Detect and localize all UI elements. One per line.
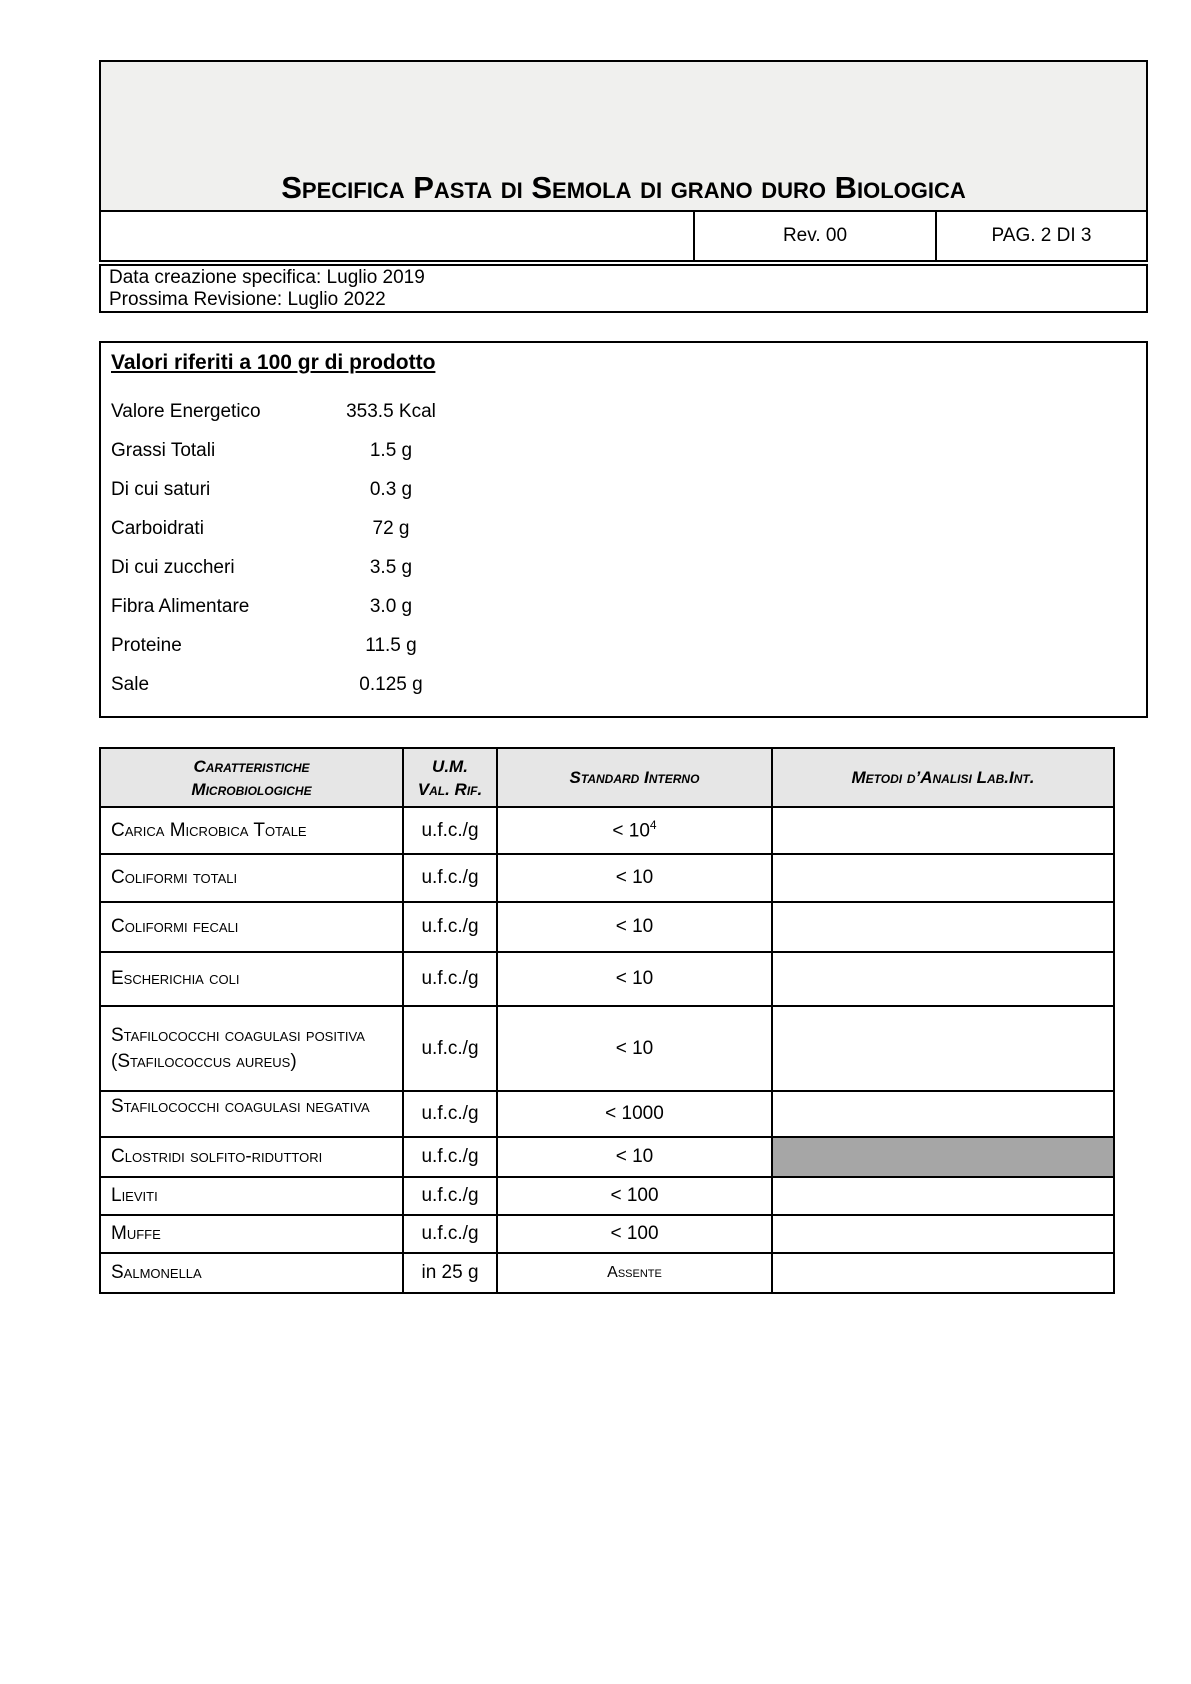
micro-table-row [100, 1215, 1114, 1253]
characteristic-name: Stafilococchi coagulasi positiva (Stafilococcus aureus) [100, 1006, 403, 1091]
internal-standard-value: < 10 [497, 1137, 772, 1177]
internal-standard-value: < 100 [497, 1177, 772, 1215]
micro-table-row [100, 902, 1114, 952]
nutrient-value: 11.5 g [365, 634, 417, 656]
nutrient-label: Di cui saturi [111, 478, 211, 500]
document-title: Specifica Pasta di Semola di grano duro Biologica [281, 170, 966, 205]
unit-of-measure: u.f.c./g [403, 1006, 497, 1091]
characteristic-name: Clostridi solfito-riduttori [100, 1137, 403, 1177]
unit-of-measure: u.f.c./g [403, 854, 497, 902]
characteristic-name: Muffe [100, 1215, 403, 1253]
characteristic-name: Lieviti [100, 1177, 403, 1215]
micro-table-row [100, 854, 1114, 902]
revision-label: Rev. 00 [695, 212, 937, 260]
internal-standard-value: < 1000 [497, 1091, 772, 1137]
next-revision-line: Prossima Revisione: Luglio 2022 [109, 289, 386, 310]
nutrition-row [111, 665, 1146, 704]
nutrient-value: 3.5 g [369, 556, 413, 578]
internal-standard-value: < 10 [497, 1006, 772, 1091]
dates-box [99, 264, 1148, 313]
nutrient-label: Di cui zuccheri [111, 556, 235, 578]
analysis-method-cell [772, 952, 1114, 1006]
analysis-method-cell [772, 1006, 1114, 1091]
unit-of-measure: u.f.c./g [403, 1091, 497, 1137]
micro-table-body [100, 807, 1114, 1293]
internal-standard-value: < $10^4$ [497, 807, 772, 854]
micro-table-row [100, 807, 1114, 854]
analysis-method-cell [772, 1215, 1114, 1253]
nutrient-label: Valore Energetico [111, 400, 261, 422]
analysis-method-cell [772, 1091, 1114, 1137]
micro-table-row [100, 1253, 1114, 1293]
nutrient-label: Carboidrati [111, 517, 204, 539]
internal-standard-value: < 10 [497, 854, 772, 902]
unit-of-measure: u.f.c./g [403, 952, 497, 1006]
nutrition-row [111, 431, 1146, 470]
analysis-method-cell [772, 1253, 1114, 1293]
characteristic-name: Stafilococchi coagulasi negativa [100, 1091, 403, 1137]
nutrition-row [111, 587, 1146, 626]
micro-table-row [100, 1137, 1114, 1177]
nutrient-label: Sale [111, 673, 150, 695]
characteristic-name: Escherichia coli [100, 952, 403, 1006]
internal-standard-value: < 10 [497, 902, 772, 952]
nutrient-value: 1.5 g [369, 439, 413, 461]
revision-row-empty-cell [101, 212, 695, 260]
analysis-method-cell [772, 807, 1114, 854]
nutrition-row [111, 548, 1146, 587]
unit-of-measure: u.f.c./g [403, 1177, 497, 1215]
micro-column-header: U.M. Val. Rif. [403, 748, 497, 807]
micro-table-row [100, 952, 1114, 1006]
internal-standard-value: < 10 [497, 952, 772, 1006]
nutrition-heading: Valori riferiti a 100 gr di prodotto [111, 351, 436, 374]
page-number-label: PAG. 2 DI 3 [991, 225, 1092, 246]
nutrition-row [111, 470, 1146, 509]
creation-date-line: Data creazione specifica: Luglio 2019 [109, 267, 425, 288]
analysis-method-cell [772, 902, 1114, 952]
nutrient-value: 0.125 g [359, 673, 423, 695]
unit-of-measure: u.f.c./g [403, 902, 497, 952]
nutrient-label: Fibra Alimentare [111, 595, 250, 617]
title-cell [101, 62, 1146, 212]
unit-of-measure: u.f.c./g [403, 1215, 497, 1253]
micro-table-row [100, 1177, 1114, 1215]
revision-row [101, 212, 1146, 260]
document-header [99, 60, 1148, 262]
nutrient-value: 0.3 g [369, 478, 413, 500]
nutrient-value: 72 g [372, 517, 410, 539]
micro-column-header: Metodi d’Analisi Lab.Int. [772, 748, 1114, 807]
unit-of-measure: in 25 g [403, 1253, 497, 1293]
nutrient-label: Grassi Totali [111, 439, 216, 461]
internal-standard-value: Assente [497, 1253, 772, 1293]
internal-standard-value: < 100 [497, 1215, 772, 1253]
nutrient-value: 3.0 g [369, 595, 413, 617]
characteristic-name: Salmonella [100, 1253, 403, 1293]
nutrition-rows [111, 392, 1146, 704]
nutrient-label: Proteine [111, 634, 182, 656]
microbiological-table [99, 747, 1115, 1294]
unit-of-measure: u.f.c./g [403, 807, 497, 854]
characteristic-name: Carica Microbica Totale [100, 807, 403, 854]
nutrient-value: 353.5 Kcal [346, 400, 436, 422]
characteristic-name: Coliformi fecali [100, 902, 403, 952]
unit-of-measure: u.f.c./g [403, 1137, 497, 1177]
micro-table-row [100, 1091, 1114, 1137]
analysis-method-cell [772, 1137, 1114, 1177]
analysis-method-cell [772, 1177, 1114, 1215]
micro-column-header: Caratteristiche Microbiologiche [100, 748, 403, 807]
nutrition-row [111, 626, 1146, 665]
micro-column-header: Standard Interno [497, 748, 772, 807]
micro-table-row [100, 1006, 1114, 1091]
analysis-method-cell [772, 854, 1114, 902]
characteristic-name: Coliformi totali [100, 854, 403, 902]
nutrition-values-box [99, 341, 1148, 718]
micro-header-row [100, 748, 1114, 807]
nutrition-row [111, 509, 1146, 548]
nutrition-row [111, 392, 1146, 431]
